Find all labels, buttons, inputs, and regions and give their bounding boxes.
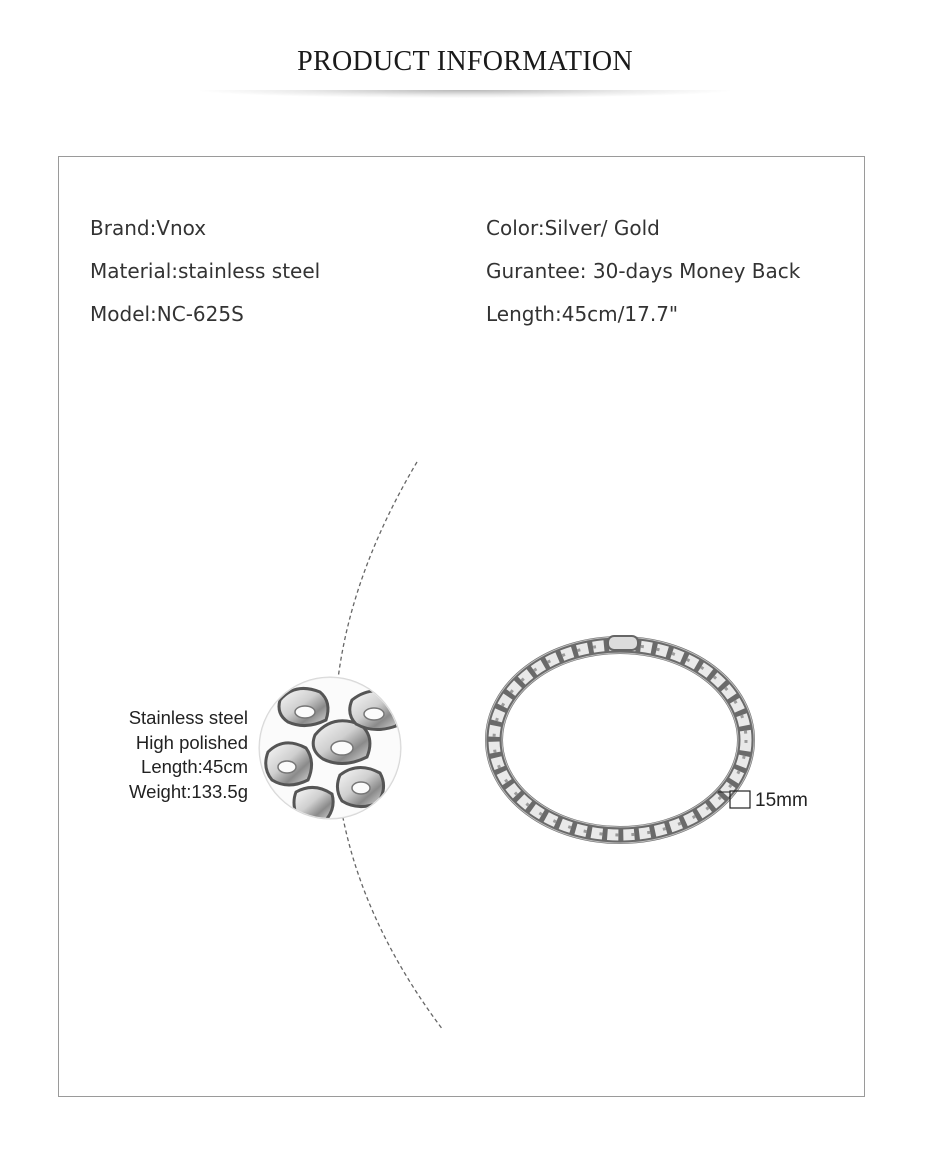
page-title: PRODUCT INFORMATION [297,46,633,77]
spec-brand: Brand:Vnox [90,216,207,240]
detail-line-finish: High polished [135,731,248,753]
bracelet-image [486,636,754,843]
detail-line-length: Length:45cm [141,756,248,777]
spec-material: Material:stainless steel [90,259,321,283]
spec-color: Color:Silver/ Gold [486,216,660,240]
spec-length: Length:45cm/17.7" [486,302,679,326]
zoom-circle [255,675,405,825]
width-label: 15mm [755,790,808,811]
spec-model: Model:NC-625S [90,302,244,326]
spec-guarantee: Gurantee: 30-days Money Back [486,259,801,283]
detail-line-weight: Weight:133.5g [129,780,248,802]
detail-line-material: Stainless steel [128,707,248,728]
detail-specs [129,706,248,804]
